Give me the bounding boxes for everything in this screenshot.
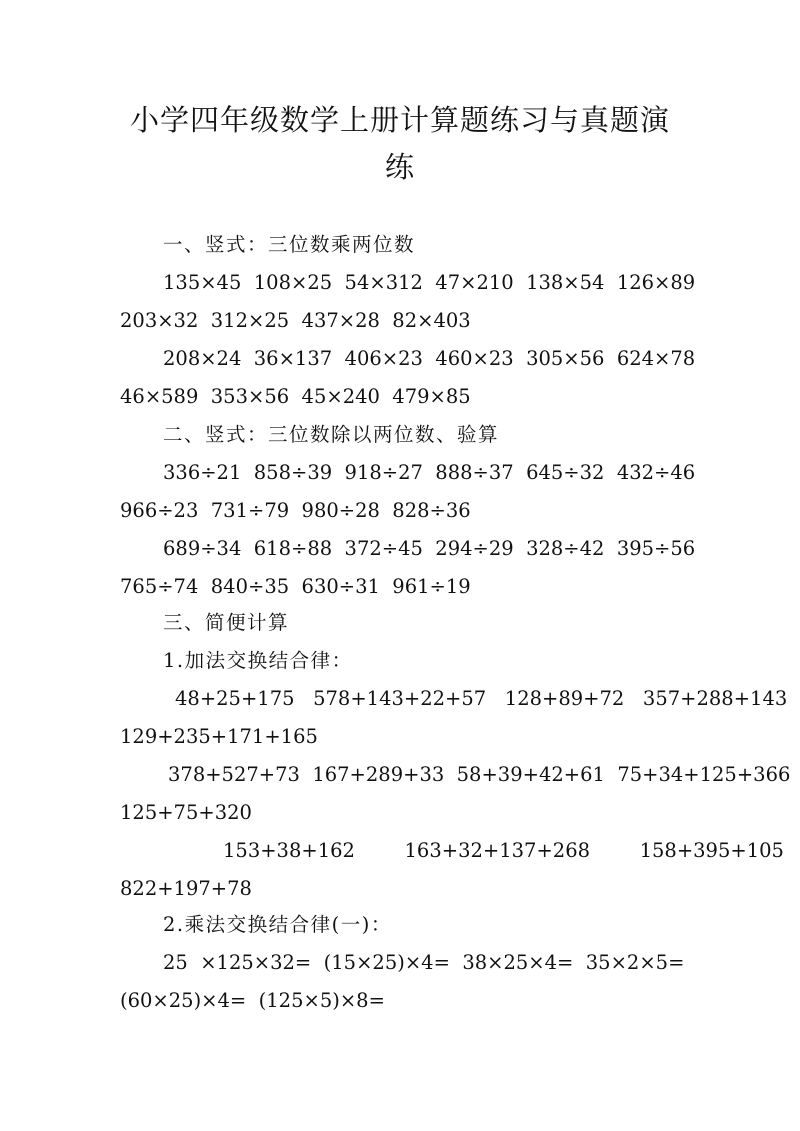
- subsection-1-row-1b: 129+235+171+165: [120, 725, 318, 748]
- subsection-1-row-3b: 822+197+78: [120, 877, 252, 900]
- section-1-heading: 一、竖式：三位数乘两位数: [163, 233, 416, 256]
- page-title-line-2: 练: [384, 150, 415, 184]
- subsection-1-row-3a: 153+38+162 163+32+137+268 158+395+105: [223, 839, 784, 862]
- subsection-1-row-1a: 48+25+175 578+143+22+57 128+89+72 357+288+143: [175, 687, 788, 710]
- subsection-1-row-2a: 378+527+73 167+289+33 58+39+42+61 75+34+125+366: [168, 763, 791, 786]
- section-2-row-2a: 689÷34 618÷88 372÷45 294÷29 328÷42 395÷56: [163, 537, 696, 560]
- subsection-2-row-1b: (60×25)×4= (125×5)×8=: [120, 989, 385, 1012]
- section-2-row-1b: 966÷23 731÷79 980÷28 828÷36: [120, 499, 471, 522]
- section-1-row-2b: 46×589 353×56 45×240 479×85: [120, 385, 471, 408]
- section-2-heading: 二、竖式：三位数除以两位数、验算: [163, 423, 500, 446]
- section-1-row-1b: 203×32 312×25 437×28 82×403: [120, 309, 471, 332]
- subsection-1-row-2b: 125+75+320: [120, 801, 252, 824]
- section-2-row-1a: 336÷21 858÷39 918÷27 888÷37 645÷32 432÷46: [163, 461, 696, 484]
- section-2-row-2b: 765÷74 840÷35 630÷31 961÷19: [120, 575, 471, 598]
- subsection-1-heading: 1.加法交换结合律：: [163, 649, 353, 672]
- subsection-2-heading: 2.乘法交换结合律(一)：: [163, 913, 392, 936]
- subsection-2-row-1a: 25 ×125×32= (15×25)×4= 38×25×4= 35×2×5=: [163, 951, 685, 974]
- section-1-row-1a: 135×45 108×25 54×312 47×210 138×54 126×89: [163, 271, 696, 294]
- page-title-line-1: 小学四年级数学上册计算题练习与真题演: [129, 103, 670, 137]
- section-1-row-2a: 208×24 36×137 406×23 460×23 305×56 624×78: [163, 347, 696, 370]
- section-3-heading: 三、简便计算: [163, 611, 290, 634]
